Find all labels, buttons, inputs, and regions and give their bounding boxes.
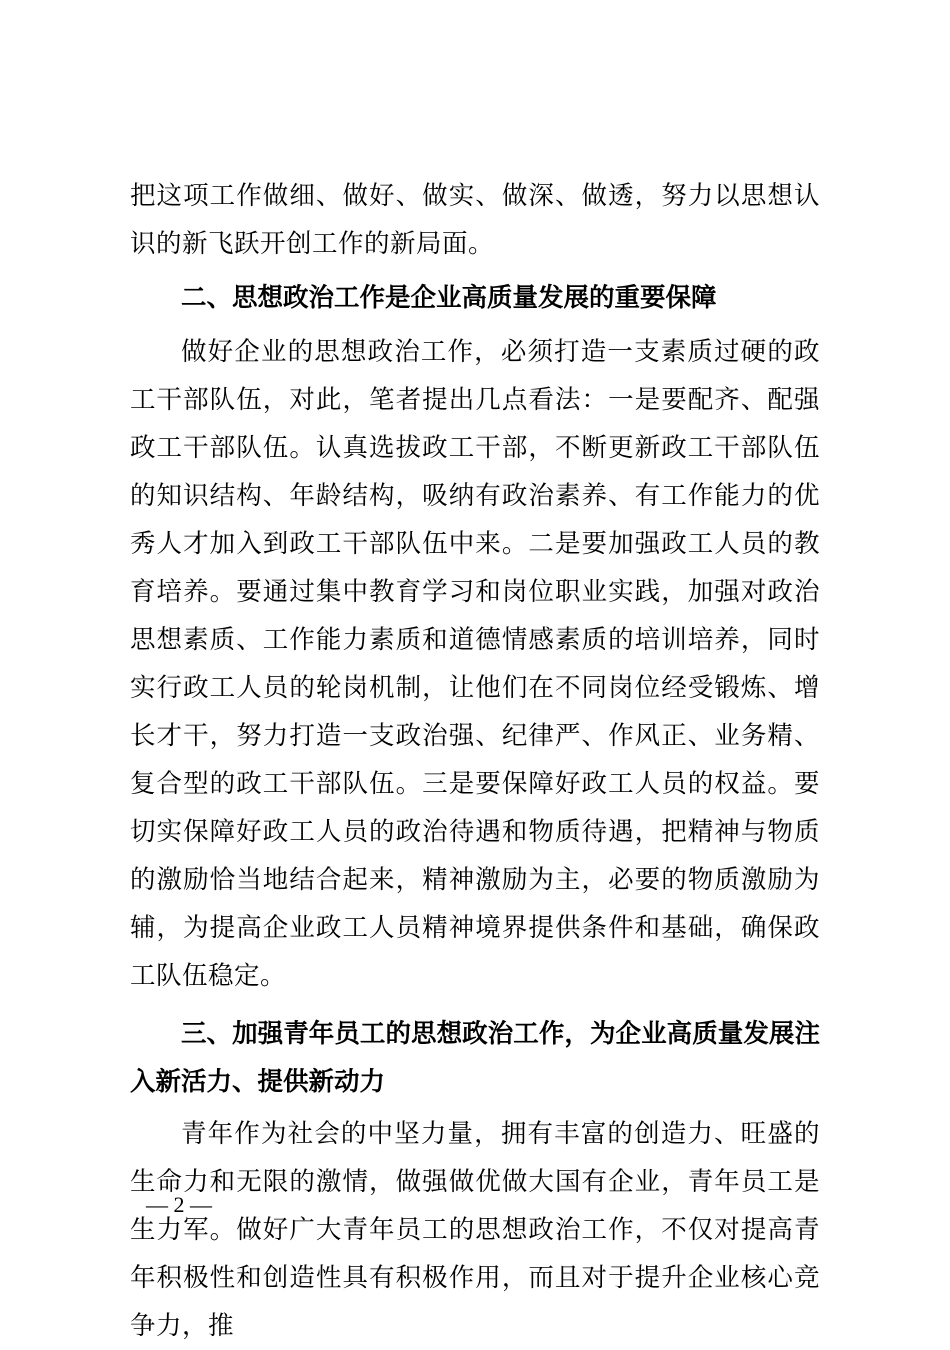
document-body [130,172,820,1350]
page-number: — 2 — [146,1192,212,1217]
paragraph-continued: 把这项工作做细、做好、做实、做深、做透，努力以思想认识的新飞跃开创工作的新局面。 [130,181,820,259]
section-heading-3: 三、加强青年员工的思想政治工作，为企业高质量发展注入新活力、提供新动力 [130,1019,820,1097]
paragraph-section-3: 青年作为社会的中坚力量，拥有丰富的创造力、旺盛的生命力和无限的激情，做强做优做大国有企业，青年员工是生力军。做好广大青年员工的思想政治工作，不仅对提高青年积极性和创造性具有积极作用，而且对于提升企业核心竞争力，推 [130,1119,820,1341]
section-heading-2: 二、思想政治工作是企业高质量发展的重要保障 [181,283,717,313]
paragraph-section-2: 做好企业的思想政治工作，必须打造一支素质过硬的政工干部队伍，对此，笔者提出几点看法：一是要配齐、配强政工干部队伍。认真选拔政工干部，不断更新政工干部队伍的知识结构、年龄结构，吸纳有政治素养、有工作能力的优秀人才加入到政工干部队伍中来。二是要加强政工人员的教育培养。要通过集中教育学习和岗位职业实践，加强对政治思想素质、工作能力素质和道德情感素质的培训培养，同时实行政工人员的轮岗机制，让他们在不同岗位经受锻炼、增长才干，努力打造一支政治强、纪律严、作风正、业务精、复合型的政工干部队伍。三是要保障好政工人员的权益。要切实保障好政工人员的政治待遇和物质待遇，把精神与物质的激励恰当地结合起来，精神激励为主，必要的物质激励为辅，为提高企业政工人员精神境界提供条件和基础，确保政工队伍稳定。 [130,337,820,991]
